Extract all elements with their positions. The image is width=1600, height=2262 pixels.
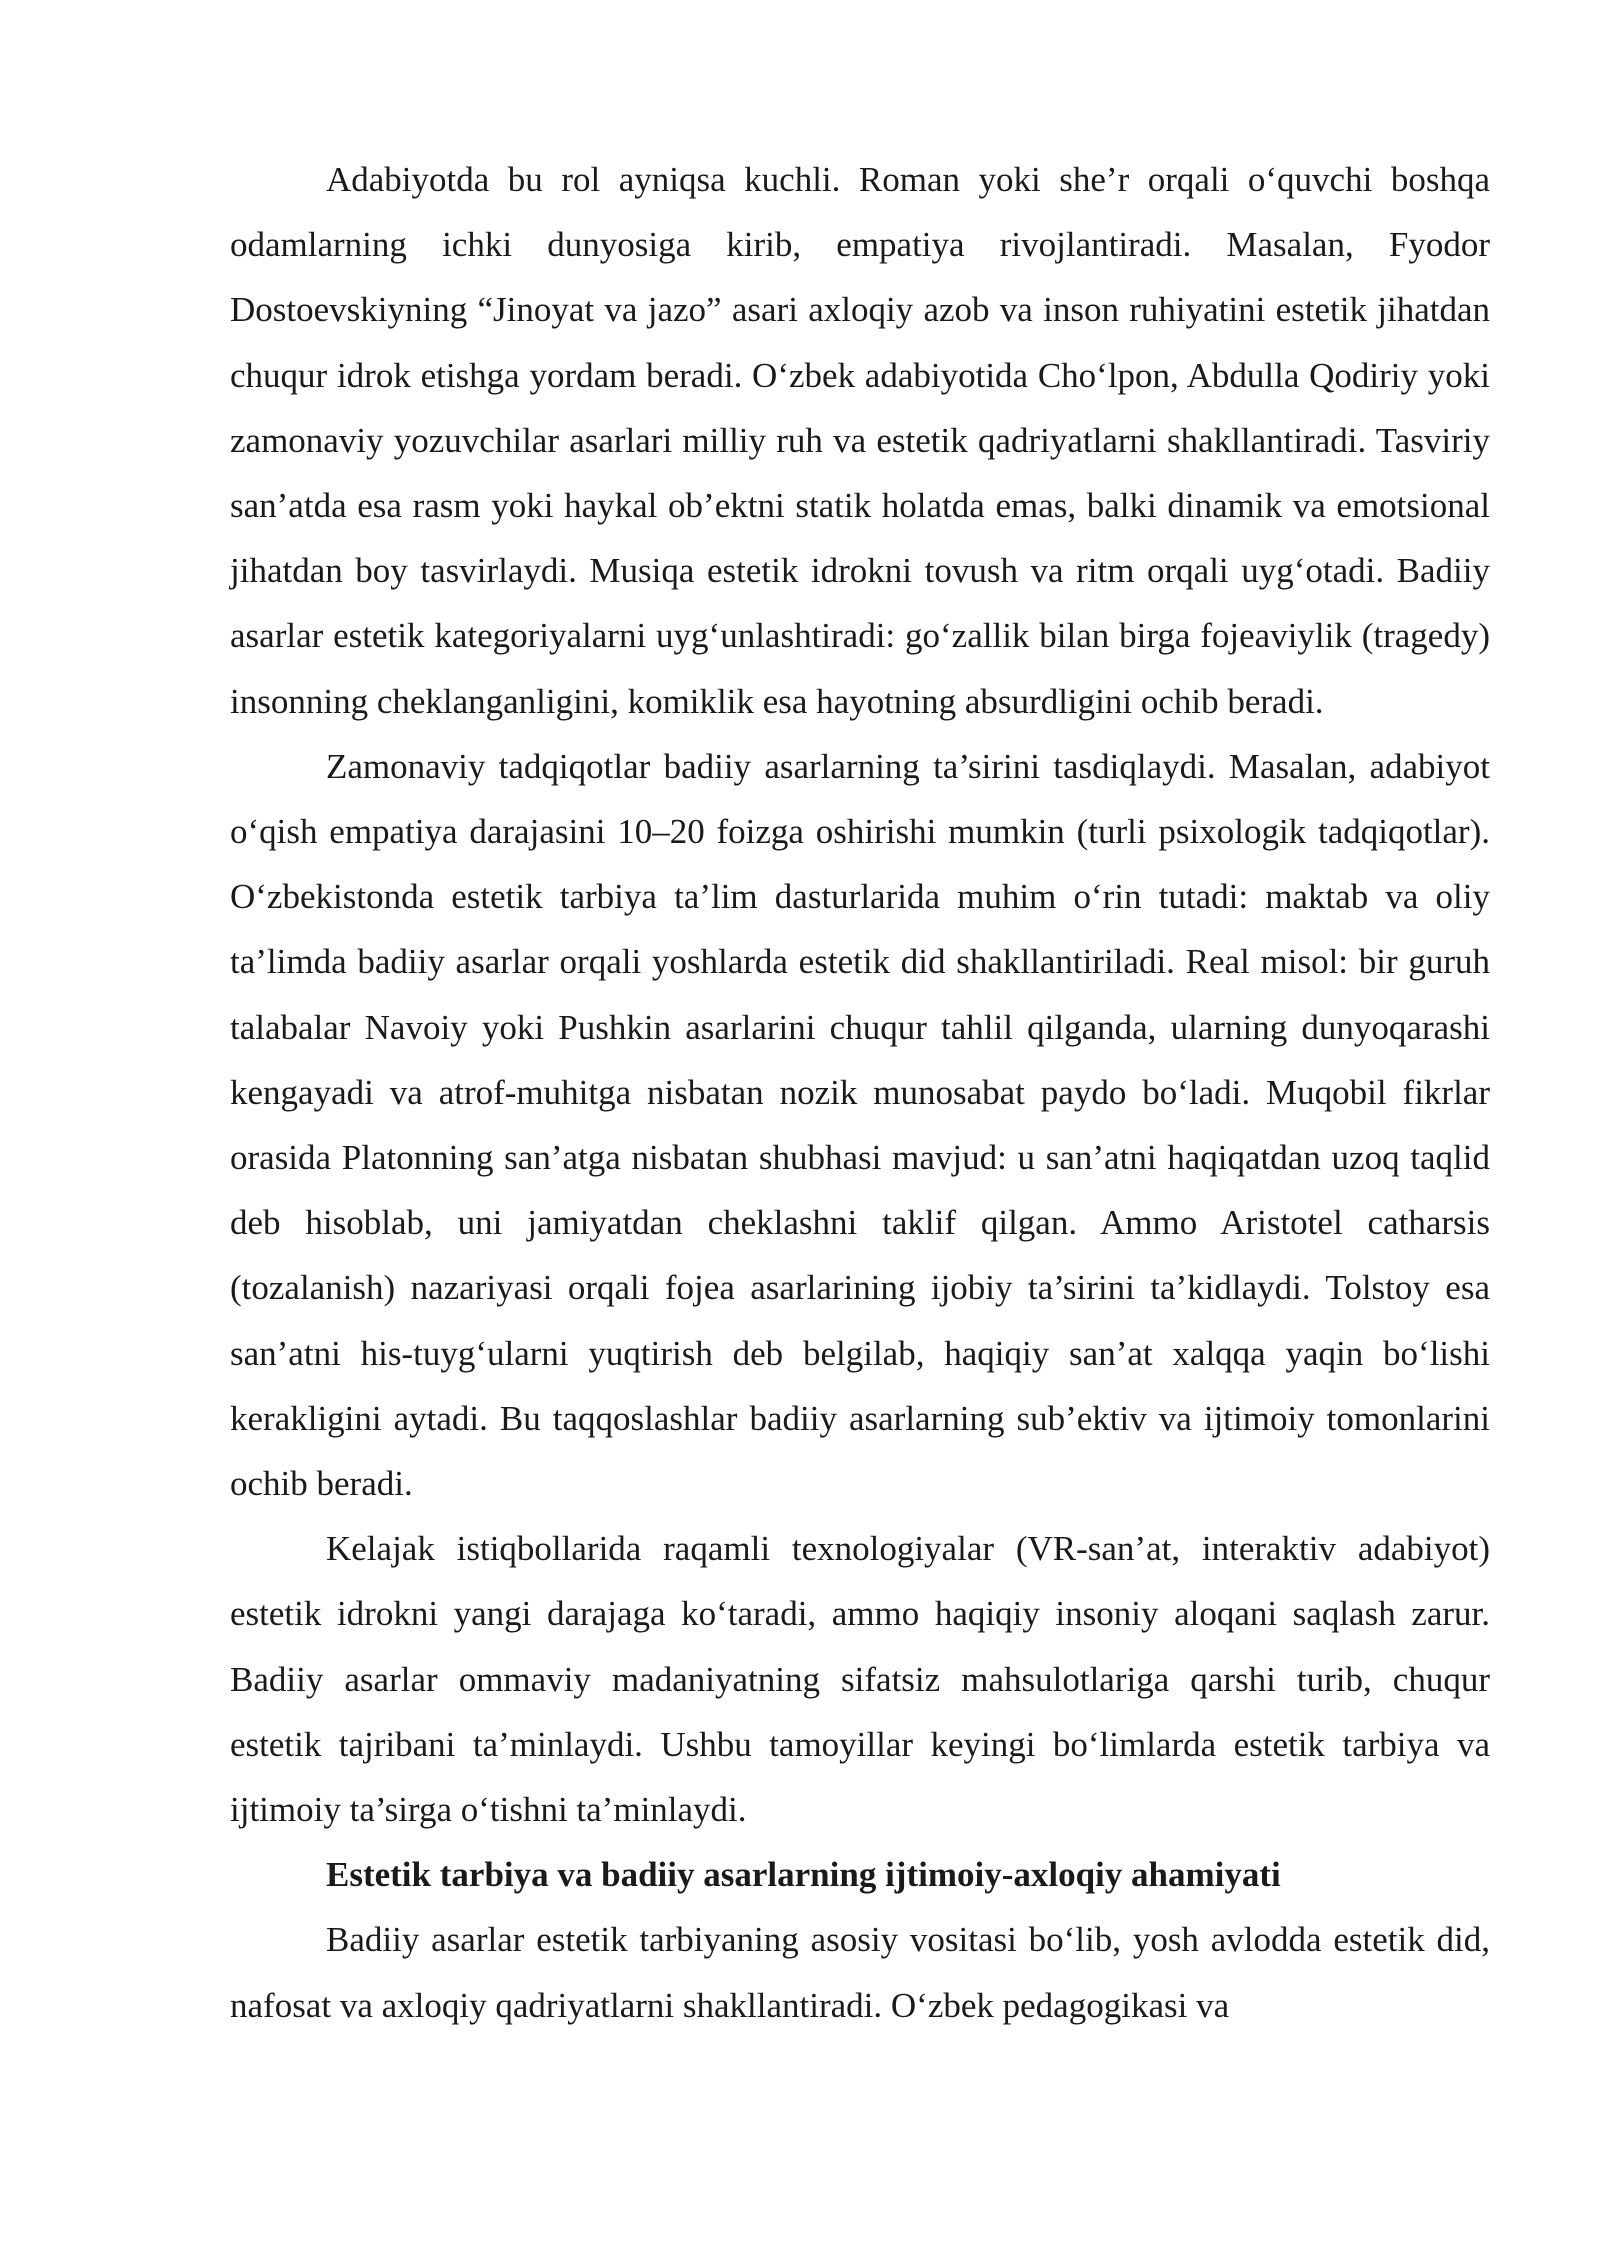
paragraph-research: Zamonaviy tadqiqotlar badiiy asarlarning ta’sirini tasdiqlaydi. Masalan, adabiyot o‘qish empatiya darajasini 10–20 foizga oshirishi mumkin (turli psixologik tadqiqotlar). O‘zbekistonda estetik tarbiya ta’lim dasturlarida muhim o‘rin tutadi: maktab va oliy ta’limda badiiy asarlar orqali yoshlarda estetik did shakllantiriladi. Real misol: bir guruh talabalar Navoiy yoki Pushkin asarlarini chuqur tahlil qilganda, ularning dunyoqarashi kengayadi va atrof-muhitga nisbatan nozik munosabat paydo bo‘ladi. Muqobil fikrlar orasida Platonning san’atga nisbatan shubhasi mavjud: u san’atni haqiqatdan uzoq taqlid deb hisoblab, uni jamiyatdan cheklashni taklif qilgan. Ammo Aristotel catharsis (tozalanish) nazariyasi orqali fojea asarlarining ijobiy ta’sirini ta’kidlaydi. Tolstoy esa san’atni his-tuyg‘ularni yuqtirish deb belgilab, haqiqiy san’at xalqqa yaqin bo‘lishi kerakligini aytadi. Bu taqqoslashlar badiiy asarlarning sub’ektiv va ijtimoiy tomonlarini ochib beradi. (230, 746, 1490, 1504)
document-body (230, 147, 1490, 2038)
paragraph-section-start: Badiiy asarlar estetik tarbiyaning asosiy vositasi bo‘lib, yosh avlodda estetik did, nafosat va axloqiy qadriyatlarni shakllantiradi. O‘zbek pedagogikasi va (230, 1920, 1490, 2025)
section-heading: Estetik tarbiya va badiiy asarlarning ijtimoiy-axloqiy ahamiyati (326, 1855, 1281, 1895)
paragraph-future: Kelajak istiqbollarida raqamli texnologiyalar (VR-san’at, interaktiv adabiyot) estetik idrokni yangi darajaga ko‘taradi, ammo haqiqiy insoniy aloqani saqlash zarur. Badiiy asarlar ommaviy madaniyatning sifatsiz mahsulotlariga qarshi turib, chuqur estetik tajribani ta’minlaydi. Ushbu tamoyillar keyingi bo‘limlarda estetik tarbiya va ijtimoiy ta’sirga o‘tishni ta’minlaydi. (230, 1529, 1490, 1830)
paragraph-literature: Adabiyotda bu rol ayniqsa kuchli. Roman yoki she’r orqali o‘quvchi boshqa odamlarning ichki dunyosiga kirib, empatiya rivojlantiradi. Masalan, Fyodor Dostoevskiyning “Jinoyat va jazo” asari axloqiy azob va inson ruhiyatini estetik jihatdan chuqur idrok etishga yordam beradi. O‘zbek adabiyotida Cho‘lpon, Abdulla Qodiriy yoki zamonaviy yozuvchilar asarlari milliy ruh va estetik qadriyatlarni shakllantiradi. Tasviriy san’atda esa rasm yoki haykal ob’ektni statik holatda emas, balki dinamik va emotsional jihatdan boy tasvirlaydi. Musiqa estetik idrokni tovush va ritm orqali uyg‘otadi. Badiiy asarlar estetik kategoriyalarni uyg‘unlashtiradi: go‘zallik bilan birga fojeaviylik (tragedy) insonning cheklanganligini, komiklik esa hayotning absurdligini ochib beradi. (230, 160, 1490, 721)
